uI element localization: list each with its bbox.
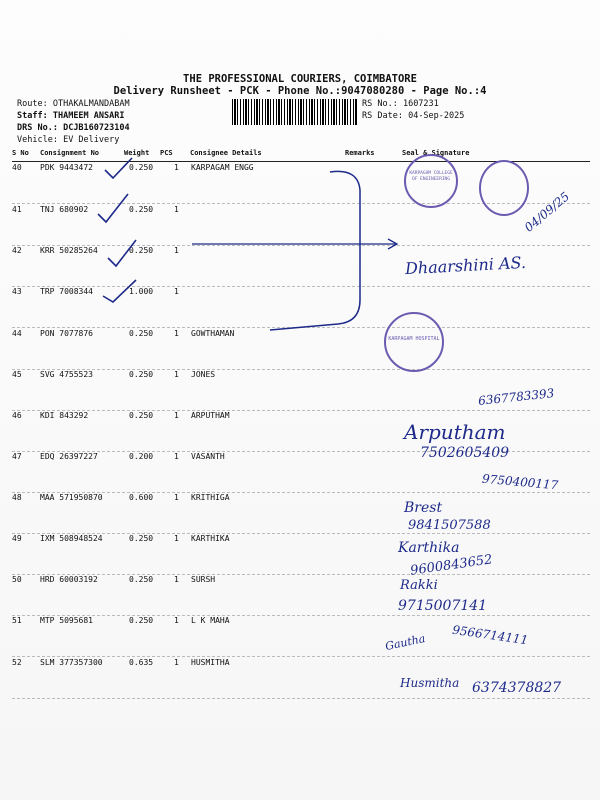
sig-52-phone: 6374378827 (472, 680, 562, 696)
cell-consignee: KRITHIGA (191, 493, 230, 502)
sig-49-name: Karthika (398, 540, 460, 556)
col-remarks: Remarks (345, 149, 375, 157)
rs-date-value: 04-Sep-2025 (408, 111, 465, 121)
receiver-signature: Dhaarshini AS. (404, 252, 527, 279)
cell-pcs: 1 (174, 163, 179, 172)
cell-consignment: TNJ 680902 (40, 205, 89, 214)
cell-pcs: 1 (174, 411, 179, 420)
cell-consignee: ARPUTHAM (191, 411, 230, 420)
cell-consignment: SVG 4755523 (40, 370, 93, 379)
cell-consignment: MAA 571950870 (40, 493, 103, 502)
cell-sno: 45 (12, 370, 22, 379)
cell-weight: 0.250 (129, 246, 154, 255)
rs-no-value: 1607231 (402, 99, 439, 109)
cell-consignment: KDI 843292 (40, 411, 89, 420)
cell-weight: 0.250 (129, 329, 154, 338)
cell-consignment: PDK 9443472 (40, 163, 93, 172)
cell-consignment: KRR 50285264 (40, 246, 98, 255)
sig-47: 9750400117 (481, 471, 559, 493)
col-sno: S No (12, 149, 29, 157)
cell-weight: 0.635 (129, 658, 154, 667)
cell-sno: 50 (12, 575, 22, 584)
cell-pcs: 1 (174, 205, 179, 214)
vehicle-value: EV Delivery (63, 135, 120, 145)
cell-pcs: 1 (174, 329, 179, 338)
bracket (270, 171, 360, 330)
cell-sno: 49 (12, 534, 22, 543)
cell-pcs: 1 (174, 534, 179, 543)
cell-weight: 0.250 (129, 575, 154, 584)
cell-sno: 42 (12, 246, 22, 255)
cell-consignee: GOWTHAMAN (191, 329, 235, 338)
rs-no-label: RS No.: (362, 99, 398, 109)
col-consignment: Consignment No (40, 149, 100, 157)
cell-pcs: 1 (174, 658, 179, 667)
drs-label: DRS No.: (17, 123, 58, 133)
cell-pcs: 1 (174, 246, 179, 255)
cell-sno: 51 (12, 616, 22, 625)
rs-date-label: RS Date: (362, 111, 403, 121)
cell-weight: 0.250 (129, 616, 154, 625)
sig-51-phone: 9566714111 (451, 622, 529, 648)
cell-weight: 0.250 (129, 205, 154, 214)
cell-consignee: JONES (191, 370, 216, 379)
sig-45: 6367783393 (477, 386, 555, 408)
cell-consignee: SURSH (191, 575, 216, 584)
tick-40 (105, 158, 132, 178)
cell-consignee: VASANTH (191, 452, 225, 461)
cell-sno: 47 (12, 452, 22, 461)
sig-52-name: Husmitha (400, 676, 460, 690)
sig-48-name: Brest (404, 500, 443, 516)
college-stamp-text: KARPAGAM COLLEGE OF ENGINEERING (409, 171, 453, 182)
cell-weight: 0.250 (129, 411, 154, 420)
cell-sno: 52 (12, 658, 22, 667)
cell-pcs: 1 (174, 493, 179, 502)
cell-pcs: 1 (174, 575, 179, 584)
cell-pcs: 1 (174, 616, 179, 625)
cell-consignment: HRD 60003192 (40, 575, 98, 584)
sig-46-phone: 7502605409 (420, 445, 510, 461)
staff-label: Staff: (17, 111, 48, 121)
cell-consignee: L K MAHA (191, 616, 230, 625)
tick-43 (103, 280, 136, 302)
sig-50-phone: 9715007141 (398, 598, 488, 614)
cell-sno: 41 (12, 205, 22, 214)
col-consignee: Consignee Details (190, 149, 262, 157)
sig-51-name: Gautha (384, 631, 427, 654)
col-pcs: PCS (160, 149, 173, 157)
staff-value: THAMEEM ANSARI (52, 111, 125, 121)
sig-49-phone: 9600843652 (409, 552, 494, 579)
cell-weight: 0.250 (129, 370, 154, 379)
route-label: Route: (17, 99, 48, 109)
cell-consignment: TRP 7008344 (40, 287, 93, 296)
cell-consignee: KARTHIKA (191, 534, 230, 543)
cell-consignment: EDQ 26397227 (40, 452, 98, 461)
runsheet-subtitle: Delivery Runsheet - PCK - Phone No.:9047080280 - Page No.:4 (113, 85, 487, 97)
cell-consignment: IXM 508948524 (40, 534, 103, 543)
cell-sno: 40 (12, 163, 22, 172)
cell-consignment: PON 7077876 (40, 329, 93, 338)
sig-50-name: Rakki (400, 578, 438, 593)
cell-pcs: 1 (174, 287, 179, 296)
cell-consignee: HUSMITHA (191, 658, 230, 667)
cell-sno: 48 (12, 493, 22, 502)
cell-weight: 1.000 (129, 287, 154, 296)
cell-pcs: 1 (174, 452, 179, 461)
tick-41 (98, 194, 128, 222)
sig-48-phone: 9841507588 (408, 518, 491, 533)
cell-weight: 0.250 (129, 163, 154, 172)
date-note: 04/09/25 (521, 189, 573, 235)
cell-weight: 0.250 (129, 534, 154, 543)
cell-sno: 46 (12, 411, 22, 420)
cell-consignee: KARPAGAM ENGG (191, 163, 254, 172)
cell-sno: 44 (12, 329, 22, 338)
vehicle-label: Vehicle: (17, 135, 58, 145)
drs-value: DCJB160723104 (63, 123, 130, 133)
cell-weight: 0.200 (129, 452, 154, 461)
hospital-stamp-text: KARPAGAM HOSPITAL (388, 336, 440, 342)
cell-consignment: SLM 377357300 (40, 658, 103, 667)
tick-42 (108, 240, 136, 266)
cell-consignment: MTP 5095681 (40, 616, 93, 625)
cell-sno: 43 (12, 287, 22, 296)
sig-46-name: Arputham (404, 420, 506, 444)
col-seal: Seal & Signature (402, 149, 470, 157)
cell-weight: 0.600 (129, 493, 154, 502)
cell-pcs: 1 (174, 370, 179, 379)
company-title: THE PROFESSIONAL COURIERS, COIMBATORE (183, 73, 417, 85)
route-value: OTHAKALMANDABAM (52, 99, 130, 109)
col-weight: Weight (124, 149, 150, 157)
